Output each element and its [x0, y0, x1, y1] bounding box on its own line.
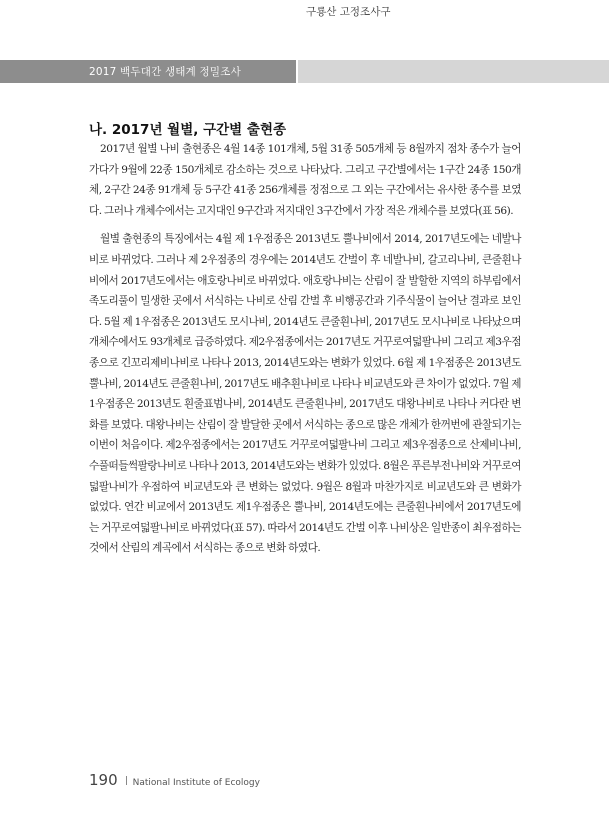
page-footer [89, 771, 260, 789]
running-header [0, 60, 609, 83]
paragraph-monthly-summary: 2017년 월별 나비 출현종은 4월 14종 101개체, 5월 31종 505개체 등 8월까지 점차 종수가 늘어가다가 9월에 22종 150개체로 감소하는 것으로 나타났다. 그리고 구간별에서는 1구간 24종 150개체, 2구간 24종 91개체 등 5구간 41종 256개체를 정점으로 그 외는 구간에서는 유사한 종수를 보였다. 그러나 개체수에서는 고지대인 9구간과 저지대인 3구간에서 가장 적은 개체수를 보였다(표 56). [89, 143, 521, 217]
footer-organization: National Institute of Ecology [132, 778, 260, 788]
footer-divider [126, 776, 127, 785]
section-heading: 나. 2017년 월별, 구간별 출현종 [89, 122, 287, 138]
paragraph-dominant-species: 월별 출현종의 특징에서는 4월 제 1우점종은 2013년도 뿔나비에서 2014, 2017년도에는 네발나비로 바뀌었다. 그러나 제 2우점종의 경우에는 2014년도 간벌이 후 네발나비, 갈고리나비, 큰줄흰나비에서 2017년도에서는 애호랑나비로 바뀌었다. 애호랑나비는 산림이 잘 발할한 지역의 하부림에서 족도리풀이 밀생한 곳에서 서식하는 나비로 산림 간벌 후 비행공간과 기주식물이 늘어난 결과로 보인다. 5월 제 1우점종은 2013년도 모시나비, 2014년도 큰줄흰나비, 2017년도 모시나비로 나타났으며 개체수에서도 93개체로 급증하였다. 제2우점종에서는 2017년도 거꾸로여덟팔나비 그리고 제3우점종으로 긴꼬리제비나비로 나타나 2013, 2014년도와는 변화가 있었다. 6월 제 1우점종은 2013년도 뿔나비, 2014년도 큰줄흰나비, 2017년도 배추흰나비로 나타나 비교년도와 큰 차이가 없었다. 7월 제 1우점종은 2013년도 흰줄표범나비, 2014년도 큰줄흰나비, 2017년도 대왕나비로 나타나 커다란 변화를 보였다. 대왕나비는 산림이 잘 발달한 곳에서 서식하는 종으로 많은 개체가 한꺼번에 관찰되기는 이번이 처음이다. 제2우점종에서는 2017년도 거꾸로여덟팔나비 그리고 제3우점종으로 산제비나비, 수풀떠들썩팔랑나비로 나타나 2013, 2014년도와는 변화가 있었다. 8월은 푸른부전나비와 거꾸로여덟팔나비가 우점하여 비교년도와 큰 변화는 없었다. 9월은 8월과 마찬가지로 비교년도와 큰 변화가 없었다. 연간 비교에서 2013년도 제1우점종은 뿔나비, 2014년도에는 큰줄흰나비에서 2017년도에는 거꾸로여덟팔나비로 바뀌었다(표 57). 따라서 2014년도 간벌 이후 나비상은 일반종이 최우점하는 것에서 산림의 계곡에서 서식하는 종으로 변화 하였다. [89, 233, 521, 555]
header-section-title: 구룡산 고정조사구 [306, 6, 391, 18]
body-text [89, 139, 521, 559]
header-left-band [0, 60, 296, 83]
header-report-title: 2017 백두대간 생태계 정밀조사 [89, 66, 241, 78]
header-right-band [298, 60, 609, 83]
page-number: 190 [89, 771, 118, 789]
